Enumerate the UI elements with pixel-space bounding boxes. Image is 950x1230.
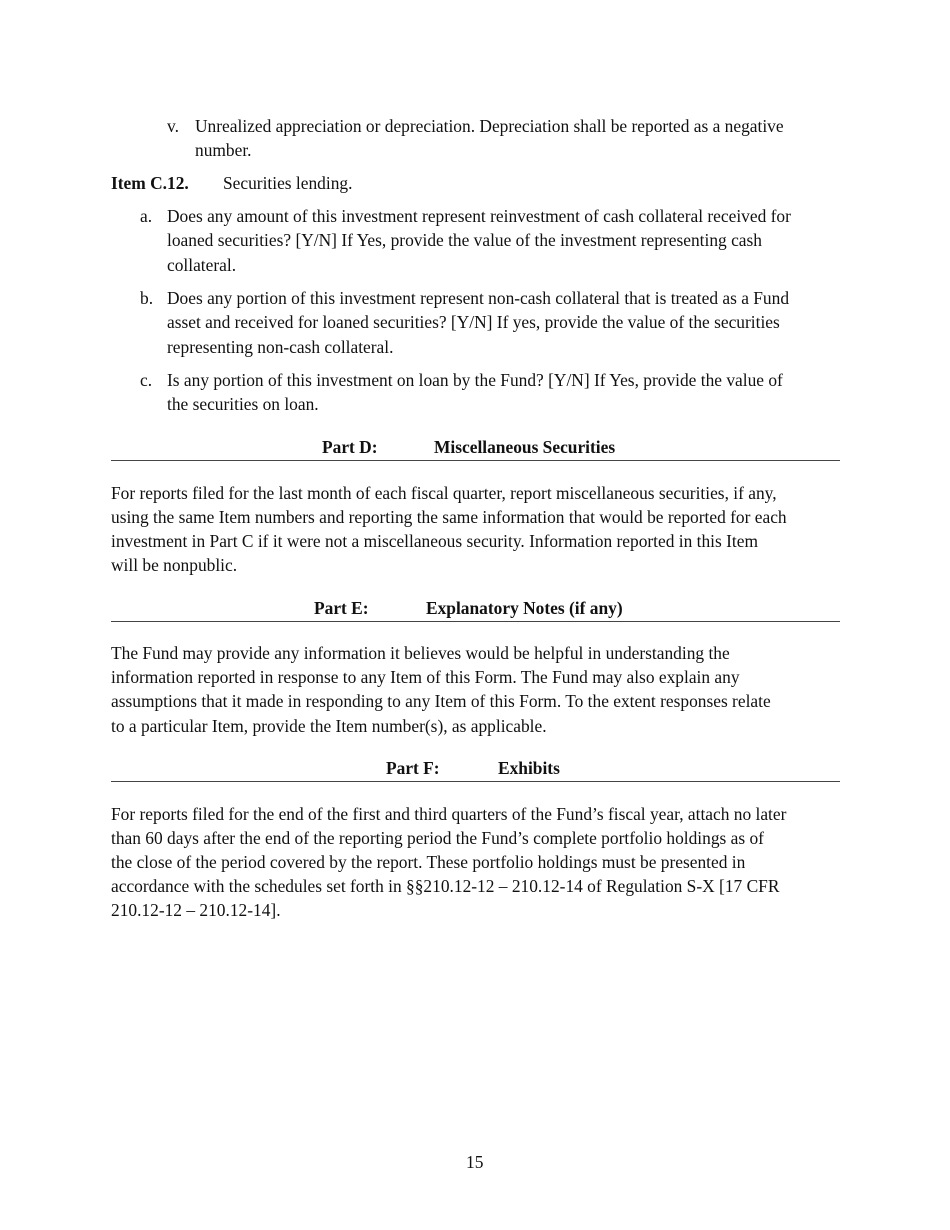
part-e-line-3: assumptions that it made in responding to any Item of this Form. To the extent responses relate [111,691,771,711]
part-f-title: Exhibits [498,758,560,778]
item-a-marker: a. [140,206,153,226]
part-d-line-1: For reports filed for the last month of each fiscal quarter, report miscellaneous securities, if any, [111,483,777,503]
part-e-divider [111,621,840,622]
part-f-line-2: than 60 days after the end of the reporting period the Fund’s complete portfolio holdings as of [111,828,764,848]
item-v-line-1: Unrealized appreciation or depreciation. Depreciation shall be reported as a negative [195,116,784,136]
part-f-label: Part F: [386,758,440,778]
item-b-marker: b. [140,288,154,308]
part-d-line-3: investment in Part C if it were not a miscellaneous security. Information reported in this Item [111,531,758,551]
item-v-marker: v. [167,116,179,136]
part-d-label: Part D: [322,437,378,457]
part-d-title: Miscellaneous Securities [434,437,616,457]
item-a-line-2: loaned securities? [Y/N] If Yes, provide the value of the investment representing cash [167,230,762,250]
item-b-line-1: Does any portion of this investment represent non-cash collateral that is treated as a Fund [167,288,790,308]
part-d-line-2: using the same Item numbers and reporting the same information that would be reported for each [111,507,787,527]
item-b-line-3: representing non-cash collateral. [167,337,394,357]
part-e-label: Part E: [314,598,369,618]
part-f-divider [111,781,840,782]
part-e-title: Explanatory Notes (if any) [426,598,623,618]
part-f-line-5: 210.12-12 – 210.12-14]. [111,900,281,920]
part-f-line-1: For reports filed for the end of the first and third quarters of the Fund’s fiscal year, attach no later [111,804,787,824]
part-e-line-4: to a particular Item, provide the Item number(s), as applicable. [111,716,547,736]
item-c-line-2: the securities on loan. [167,394,319,414]
page-number: 15 [466,1152,484,1172]
part-f-line-4: accordance with the schedules set forth in §§210.12-12 – 210.12-14 of Regulation S-X [17 CFR [111,876,780,896]
item-b-line-2: asset and received for loaned securities? [Y/N] If yes, provide the value of the securities [167,312,780,332]
item-c-line-1: Is any portion of this investment on loan by the Fund? [Y/N] If Yes, provide the value of [167,370,783,390]
item-c12-label: Item C.12. [111,173,189,193]
part-f-line-3: the close of the period covered by the report. These portfolio holdings must be presented in [111,852,746,872]
item-a-line-3: collateral. [167,255,237,275]
part-d-divider [111,460,840,461]
item-a-line-1: Does any amount of this investment represent reinvestment of cash collateral received for [167,206,791,226]
item-v-line-2: number. [195,140,252,160]
item-c12-title: Securities lending. [223,173,353,193]
part-e-line-2: information reported in response to any Item of this Form. The Fund may also explain any [111,667,740,687]
item-c-marker: c. [140,370,153,390]
part-d-line-4: will be nonpublic. [111,555,238,575]
part-e-line-1: The Fund may provide any information it believes would be helpful in understanding the [111,643,730,663]
